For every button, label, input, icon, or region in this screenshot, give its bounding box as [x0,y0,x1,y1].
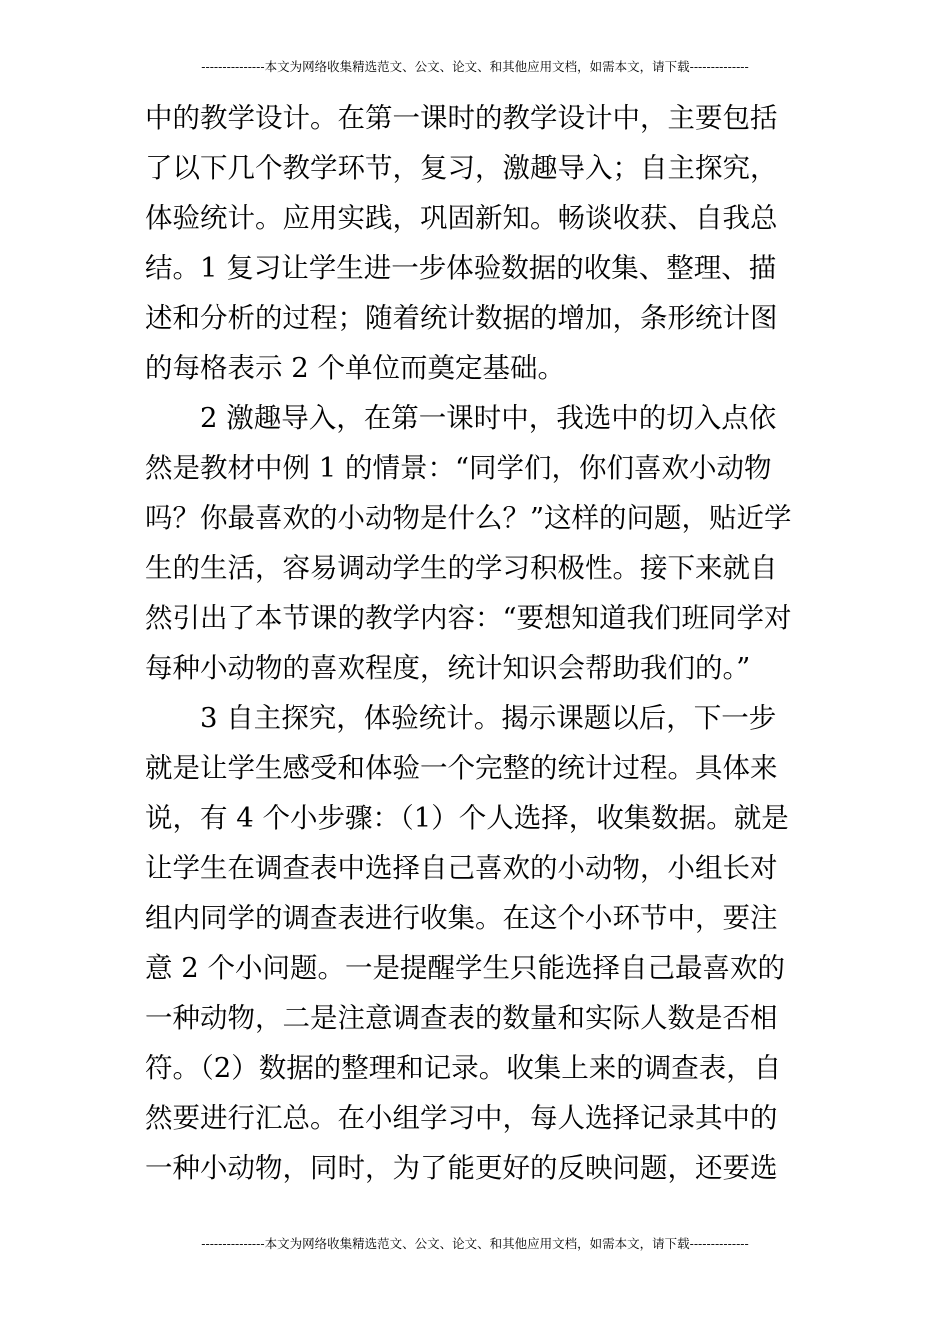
text-line: 的每格表示 2 个单位而奠定基础。 [145,352,565,384]
text-line: 结。1 复习让学生进一步体验数据的收集、整理、描 [145,252,777,284]
text-line: 中的教学设计。在第一课时的教学设计中，主要包括 [145,102,778,134]
text-line: 一种小动物，同时，为了能更好的反映问题，还要选 [145,1152,778,1184]
text-line: 让学生在调查表中选择自己喜欢的小动物，小组长对 [145,852,778,884]
text-line: 符。（2）数据的整理和记录。收集上来的调查表，自 [145,1052,782,1084]
text-line: 了以下几个教学环节，复习，激趣导入；自主探究， [145,152,778,184]
paragraph-1 [145,93,805,393]
text-line: 就是让学生感受和体验一个完整的统计过程。具体来 [145,752,778,784]
text-line: 组内同学的调查表进行收集。在这个小环节中，要注 [145,902,778,934]
text-line: 生的生活，容易调动学生的学习积极性。接下来就自 [145,552,778,584]
text-line: 吗？你最喜欢的小动物是什么？”这样的问题，贴近学 [145,502,792,534]
text-line: 说，有 4 个小步骤：（1）个人选择，收集数据。就是 [145,802,789,834]
text-line: 述和分析的过程；随着统计数据的增加，条形统计图 [145,302,778,334]
text-line: 3 自主探究，体验统计。揭示课题以后，下一步 [200,702,777,734]
paragraph-3 [145,693,805,1193]
text-line: 然引出了本节课的教学内容：“要想知道我们班同学对 [145,602,792,634]
header-banner: ---------------本文为网络收集精选范文、公文、论文、和其他应用文档，如需本文，请下载-------------- [201,59,749,74]
text-line: 一种动物，二是注意调查表的数量和实际人数是否相 [145,1002,778,1034]
text-line: 然要进行汇总。在小组学习中，每人选择记录其中的 [145,1102,778,1134]
text-line: 每种小动物的喜欢程度，统计知识会帮助我们的。” [145,652,751,684]
paragraph-2 [145,393,805,693]
document-body [145,93,805,1193]
text-line: 2 激趣导入，在第一课时中，我选中的切入点依 [200,402,777,434]
text-line: 意 2 个小问题。一是提醒学生只能选择自己最喜欢的 [145,952,785,984]
footer-banner: ---------------本文为网络收集精选范文、公文、论文、和其他应用文档，如需本文，请下载-------------- [201,1236,749,1251]
text-line: 然是教材中例 1 的情景：“同学们，你们喜欢小动物 [145,452,772,484]
text-line: 体验统计。应用实践，巩固新知。畅谈收获、自我总 [145,202,778,234]
